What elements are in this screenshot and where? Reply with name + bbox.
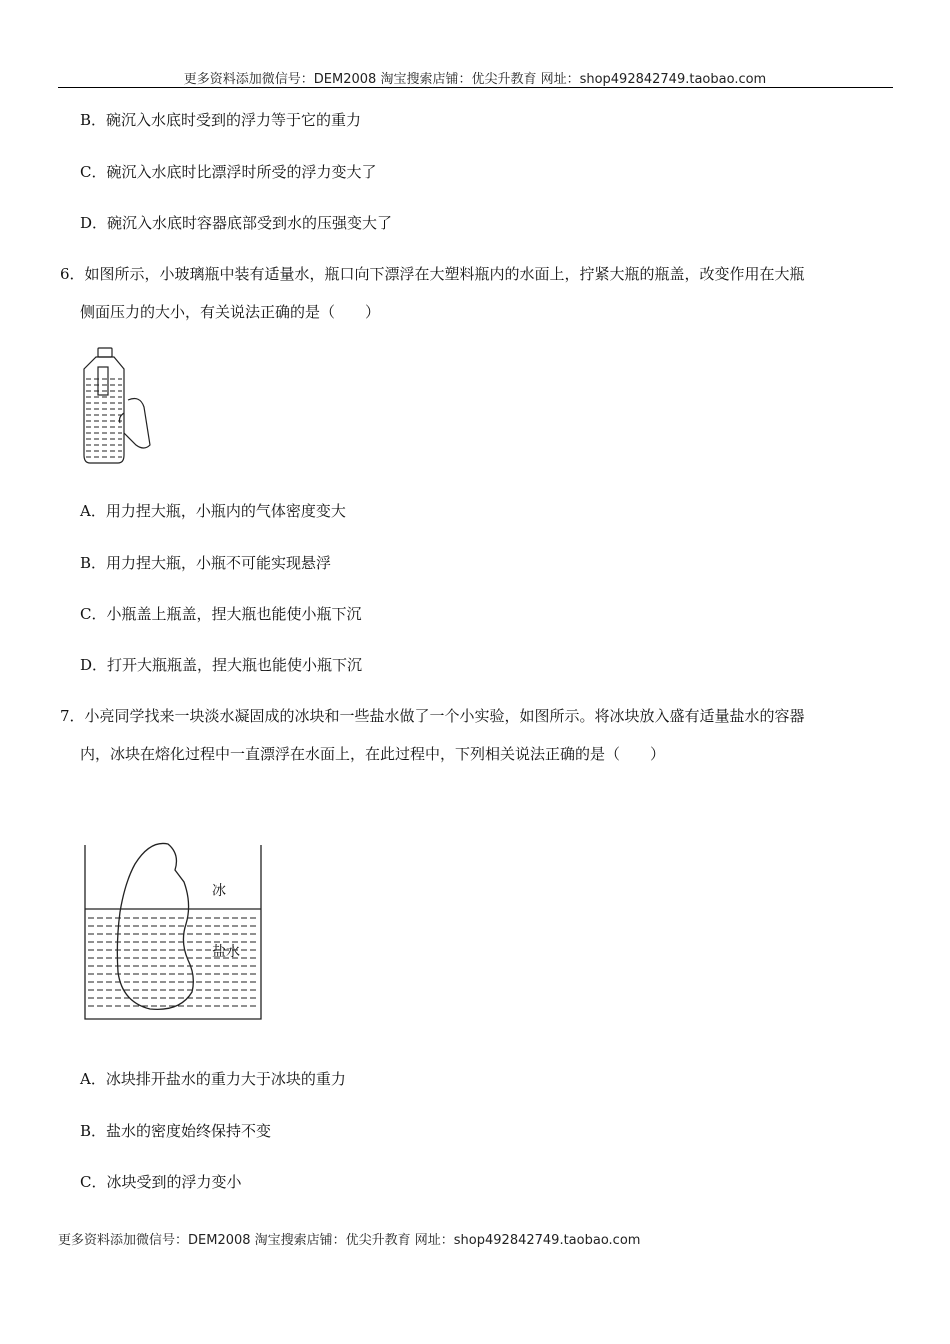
header-rule	[58, 87, 893, 88]
q7-stem-line2: 内，冰块在熔化过程中一直漂浮在水面上，在此过程中，下列相关说法正确的是（ ）	[80, 745, 666, 763]
q6-option-b: B．用力捏大瓶，小瓶不可能实现悬浮	[80, 554, 332, 572]
page-footer: 更多资料添加微信号：DEM2008 淘宝搜索店铺：优尖升教育 网址：shop492842749.taobao.com	[58, 1233, 641, 1248]
q7-stem-line1: 7．小亮同学找来一块淡水凝固成的冰块和一些盐水做了一个小实验，如图所示。将冰块放入盛有适量盐水的容器	[60, 707, 805, 725]
q6-stem-line1: 6．如图所示，小玻璃瓶中装有适量水，瓶口向下漂浮在大塑料瓶内的水面上，拧紧大瓶的瓶盖，改变作用在大瓶	[60, 265, 805, 283]
q6-option-d: D．打开大瓶瓶盖，捏大瓶也能使小瓶下沉	[80, 656, 363, 674]
q6-option-c: C．小瓶盖上瓶盖，捏大瓶也能使小瓶下沉	[80, 605, 362, 623]
q6-stem-line2: 侧面压力的大小，有关说法正确的是（ ）	[80, 303, 381, 321]
q6-option-a: A．用力捏大瓶，小瓶内的气体密度变大	[80, 502, 346, 520]
figure-label-ice: 冰	[212, 883, 226, 899]
q7-option-a: A．冰块排开盐水的重力大于冰块的重力	[80, 1070, 346, 1088]
q5-option-c: C．碗沉入水底时比漂浮时所受的浮力变大了	[80, 163, 377, 181]
figure-label-salt-water: 盐水	[212, 944, 240, 960]
page-header: 更多资料添加微信号：DEM2008 淘宝搜索店铺：优尖升教育 网址：shop492842749.taobao.com	[183, 72, 767, 87]
q7-option-b: B．盐水的密度始终保持不变	[80, 1122, 272, 1140]
q5-option-b: B．碗沉入水底时受到的浮力等于它的重力	[80, 111, 362, 129]
q7-ice-saltwater-figure	[80, 842, 268, 1024]
q5-option-d: D．碗沉入水底时容器底部受到水的压强变大了	[80, 214, 393, 232]
q6-bottle-figure	[78, 345, 163, 470]
q7-option-c: C．冰块受到的浮力变小	[80, 1173, 242, 1191]
